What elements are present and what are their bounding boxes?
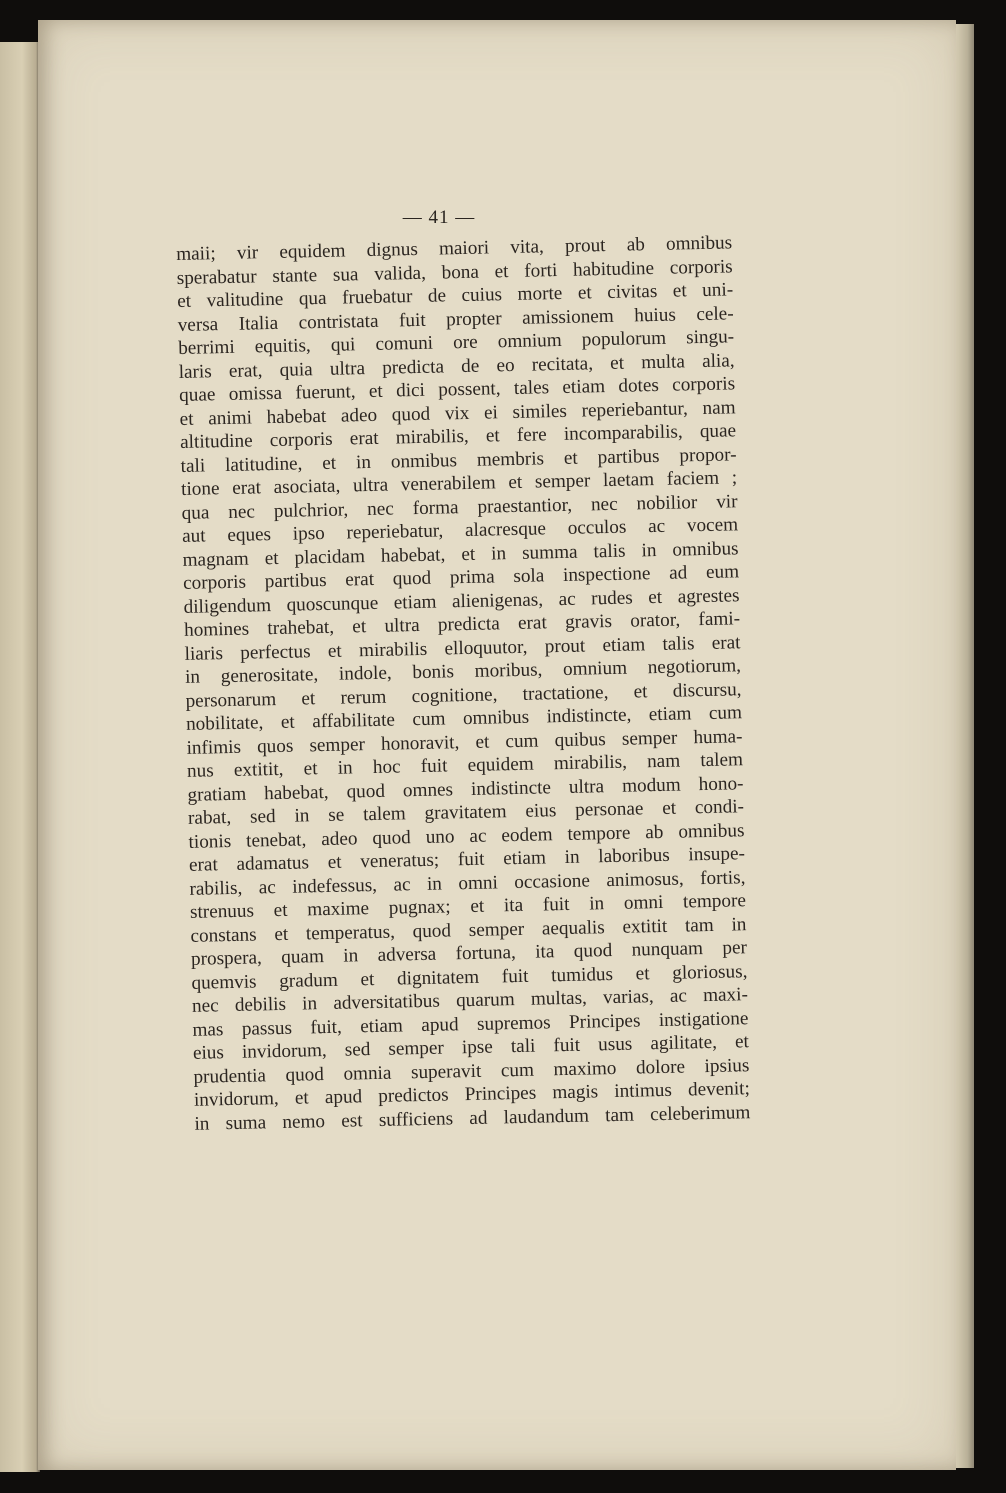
text-line: altitudine corporis erat mirabilis, et fere incomparabilis, quae bbox=[179, 420, 737, 453]
text-line: quemvis gradum et dignitatem fuit tumidus et gloriosus, bbox=[191, 960, 748, 994]
text-line: infimis quos semper honoravit, et cum quibus semper huma- bbox=[186, 725, 743, 759]
body-text bbox=[176, 231, 751, 1135]
text-line: corporis partibus erat quod prima sola inspectione ad eum bbox=[182, 561, 740, 594]
text-line: homines trahebat, et ultra predicta erat gravis orator, fami- bbox=[183, 608, 741, 641]
text-line: in generositate, indole, bonis moribus, omnium negotiorum, bbox=[184, 655, 742, 688]
text-line: rabat, sed in se talem gravitatem eius personae et condi- bbox=[187, 796, 745, 829]
text-line: rabilis, ac indefessus, ac in omni occasione animosus, fortis, bbox=[189, 866, 746, 900]
text-line: diligendum quoscunque etiam alienigenas, ac rudes et agrestes bbox=[183, 584, 740, 618]
text-line: eius invidorum, sed semper ipse tali fuit usus agilitate, et bbox=[192, 1031, 750, 1064]
page-number: — 41 — bbox=[402, 207, 476, 228]
text-line: et valitudine qua fruebatur de cuius morte et civitas et uni- bbox=[177, 279, 734, 312]
text-line: tionis tenebat, adeo quod uno ac eodem tempore ab omnibus bbox=[188, 819, 745, 853]
text-line: magnam et placidam habebat, et in summa talis in omnibus bbox=[182, 537, 739, 571]
text-line: gratiam habebat, quod omnes indistincte ultra modum hono- bbox=[187, 772, 744, 806]
text-line: qua nec pulchrior, nec forma praestantior, nec nobilior vir bbox=[181, 490, 738, 524]
text-line: in suma nemo est sufficiens ad laudandum tam celeberimum bbox=[194, 1101, 751, 1135]
text-line: et animi habebat adeo quod vix ei similes reperiebantur, nam bbox=[179, 396, 736, 430]
text-line: laris erat, quia ultra predicta de eo recitata, et multa alia, bbox=[178, 349, 735, 383]
text-line: liaris perfectus et mirabilis elloquutor, prout etiam talis erat bbox=[184, 631, 741, 665]
text-line: constans et temperatus, quod semper aequalis extitit tam in bbox=[190, 913, 747, 947]
text-line: sperabatur stante sua valida, bona et forti habitudine corporis bbox=[176, 255, 733, 289]
text-line: personarum et rerum cognitione, tractatione, et discursu, bbox=[185, 678, 742, 712]
text-line: nus extitit, et in hoc fuit equidem mirabilis, nam talem bbox=[186, 749, 744, 782]
text-line: invidorum, et apud predictos Principes magis intimus devenit; bbox=[193, 1078, 751, 1111]
text-line: strenuus et maxime pugnax; et ita fuit in omni tempore bbox=[189, 890, 747, 923]
text-line: prudentia quod omnia superavit cum maximo dolore ipsius bbox=[193, 1054, 750, 1088]
text-line: tali latitudine, et in onmibus membris et partibus propor- bbox=[180, 443, 737, 477]
text-line: berrimi equitis, qui comuni ore omnium populorum singu- bbox=[177, 326, 735, 359]
text-line: mas passus fuit, etiam apud supremos Principes instigatione bbox=[192, 1007, 749, 1041]
text-line: erat adamatus et veneratus; fuit etiam in laboribus insupe- bbox=[188, 843, 746, 876]
text-line: prospera, quam in adversa fortuna, ita quod nunquam per bbox=[190, 937, 748, 970]
facing-page-edge bbox=[0, 42, 40, 1472]
text-line: quae omissa fuerunt, et dici possent, tales etiam dotes corporis bbox=[178, 373, 736, 406]
text-line: aut eques ipso reperiebatur, alacresque occulos ac vocem bbox=[181, 514, 739, 547]
text-line: nec debilis in adversitatibus quarum multas, varias, ac maxi- bbox=[191, 984, 749, 1017]
text-line: maii; vir equidem dignus maiori vita, prout ab omnibus bbox=[176, 232, 733, 265]
text-line: tione erat asociata, ultra venerabilem et semper laetam faciem ; bbox=[180, 467, 738, 500]
text-line: versa Italia contristata fuit propter amissionem huius cele- bbox=[177, 302, 734, 336]
text-line: nobilitate, et affabilitate cum omnibus indistincte, etiam cum bbox=[185, 702, 743, 735]
